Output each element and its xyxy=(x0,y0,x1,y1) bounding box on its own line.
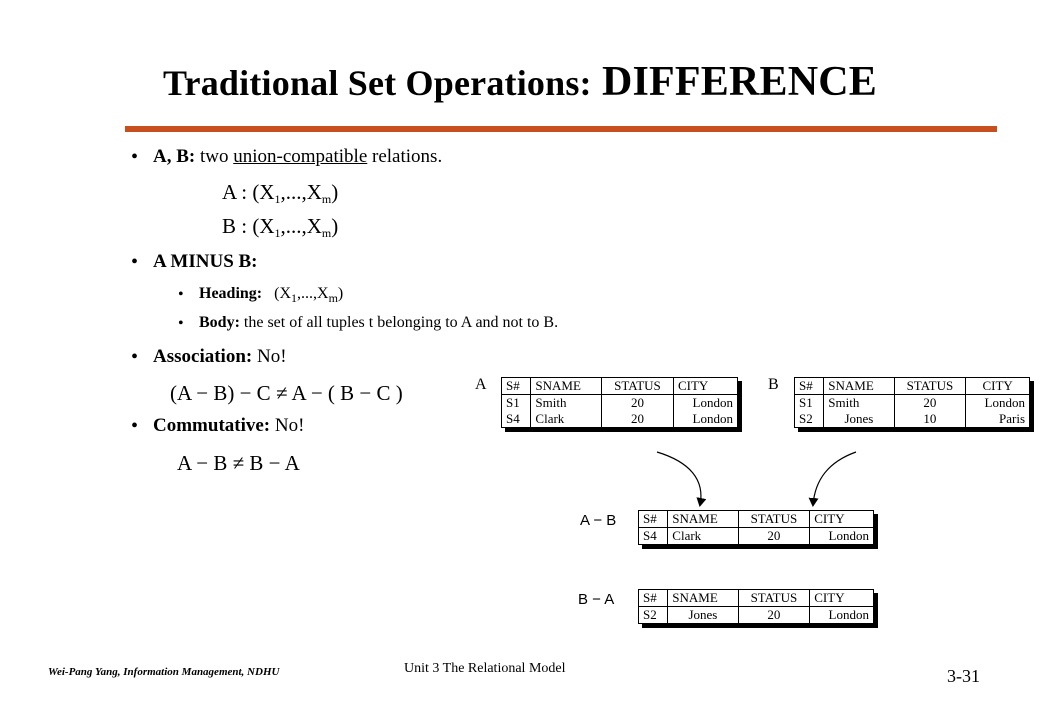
table-header-row xyxy=(639,590,874,607)
association-expression: (A − B) − C ≠ A − ( B − C ) xyxy=(170,381,403,405)
schema-text: A : (X xyxy=(222,180,275,204)
difference-b-a-label: B − A xyxy=(578,591,615,608)
underlined-term: union-compatible xyxy=(233,146,368,167)
schema-text: ) xyxy=(337,285,344,302)
schema-text: ,...,X xyxy=(297,285,329,302)
table-cell: London xyxy=(673,411,737,428)
table-cell: Jones xyxy=(824,411,894,428)
bullet-text: No! xyxy=(270,415,305,436)
table-cell: S4 xyxy=(639,528,668,545)
bullet-dot: • xyxy=(131,251,139,273)
table-cell: S1 xyxy=(795,395,824,412)
column-header: STATUS xyxy=(601,378,673,395)
table-cell: London xyxy=(810,607,874,624)
title-part2: DIFFERENCE xyxy=(601,59,877,105)
table-cell: S2 xyxy=(795,411,824,428)
table-cell: S2 xyxy=(639,607,668,624)
subscript: m xyxy=(321,192,332,206)
column-header: SNAME xyxy=(531,378,602,395)
bullet-minus: A MINUS B: xyxy=(153,251,258,272)
column-header: CITY xyxy=(673,378,737,395)
arrow-from-b xyxy=(813,452,856,505)
table-cell: London xyxy=(966,395,1030,412)
table-cell: 20 xyxy=(601,395,673,412)
subscript: 1 xyxy=(274,226,281,240)
schema-text: ) xyxy=(331,214,339,238)
schema-text: ,...,X xyxy=(280,214,322,238)
bullet-text: relations. xyxy=(367,146,443,167)
footer-author: Wei-Pang Yang, Information Management, NDHU xyxy=(48,666,280,678)
table-cell: Paris xyxy=(966,411,1030,428)
column-header: SNAME xyxy=(824,378,894,395)
column-header: S# xyxy=(639,590,668,607)
table-cell: Smith xyxy=(531,395,602,412)
table-cell: 20 xyxy=(894,395,966,412)
bullet-text: No! xyxy=(252,346,287,367)
arrow-from-a xyxy=(657,452,701,505)
bullet-text: two xyxy=(195,146,234,167)
schema-text: B : (X xyxy=(222,214,275,238)
subscript: 1 xyxy=(274,192,281,206)
column-header: S# xyxy=(795,378,824,395)
table-cell: 10 xyxy=(894,411,966,428)
table-cell: London xyxy=(810,528,874,545)
column-header: S# xyxy=(502,378,531,395)
column-header: SNAME xyxy=(668,590,738,607)
bullet-label: Association: xyxy=(153,346,253,367)
subscript: m xyxy=(328,291,338,305)
column-header: SNAME xyxy=(668,511,738,528)
difference-a-b-label: A − B xyxy=(580,512,617,529)
result-a-minus-b-table xyxy=(638,510,874,545)
bullet-label: A, B: xyxy=(153,146,196,167)
column-header: STATUS xyxy=(894,378,966,395)
table-cell: S4 xyxy=(502,411,531,428)
schema-text: ,...,X xyxy=(280,180,322,204)
table-cell: Smith xyxy=(824,395,894,412)
column-header: CITY xyxy=(810,511,874,528)
table-cell: Jones xyxy=(668,607,738,624)
table-row xyxy=(639,607,874,624)
footer-unit: Unit 3 The Relational Model xyxy=(404,661,566,676)
bullet-label: Heading: xyxy=(199,285,263,302)
bullet-text: the set of all tuples t belonging to A and not to B. xyxy=(239,314,559,331)
column-header: STATUS xyxy=(738,511,810,528)
column-header: S# xyxy=(639,511,668,528)
subscript: m xyxy=(321,226,332,240)
bullet-dot: • xyxy=(178,286,184,303)
bullet-label: Body: xyxy=(199,314,240,331)
table-a-label: A xyxy=(475,376,487,393)
table-cell: S1 xyxy=(502,395,531,412)
table-row xyxy=(639,528,874,545)
table-cell: London xyxy=(673,395,737,412)
table-b-label: B xyxy=(768,376,779,393)
bullet-dot: • xyxy=(131,146,139,168)
page-number: 3-31 xyxy=(947,666,980,686)
table-cell: Clark xyxy=(668,528,738,545)
subscript: 1 xyxy=(291,291,298,305)
column-header: STATUS xyxy=(738,590,810,607)
result-b-minus-a-table xyxy=(638,589,874,624)
column-header: CITY xyxy=(810,590,874,607)
commutative-expression: A − B ≠ B − A xyxy=(177,451,300,475)
table-cell: Clark xyxy=(531,411,602,428)
table-cell: 20 xyxy=(601,411,673,428)
table-cell: 20 xyxy=(738,528,810,545)
table-cell: 20 xyxy=(738,607,810,624)
table-header-row xyxy=(639,511,874,528)
schema-text: (X xyxy=(274,285,292,302)
title-part1: Traditional Set Operations: xyxy=(163,63,592,103)
bullet-dot: • xyxy=(131,415,139,437)
column-header: CITY xyxy=(966,378,1030,395)
schema-text: ) xyxy=(331,180,339,204)
bullet-label: Commutative: xyxy=(153,415,271,436)
bullet-dot: • xyxy=(131,346,139,368)
bullet-dot: • xyxy=(178,315,184,332)
